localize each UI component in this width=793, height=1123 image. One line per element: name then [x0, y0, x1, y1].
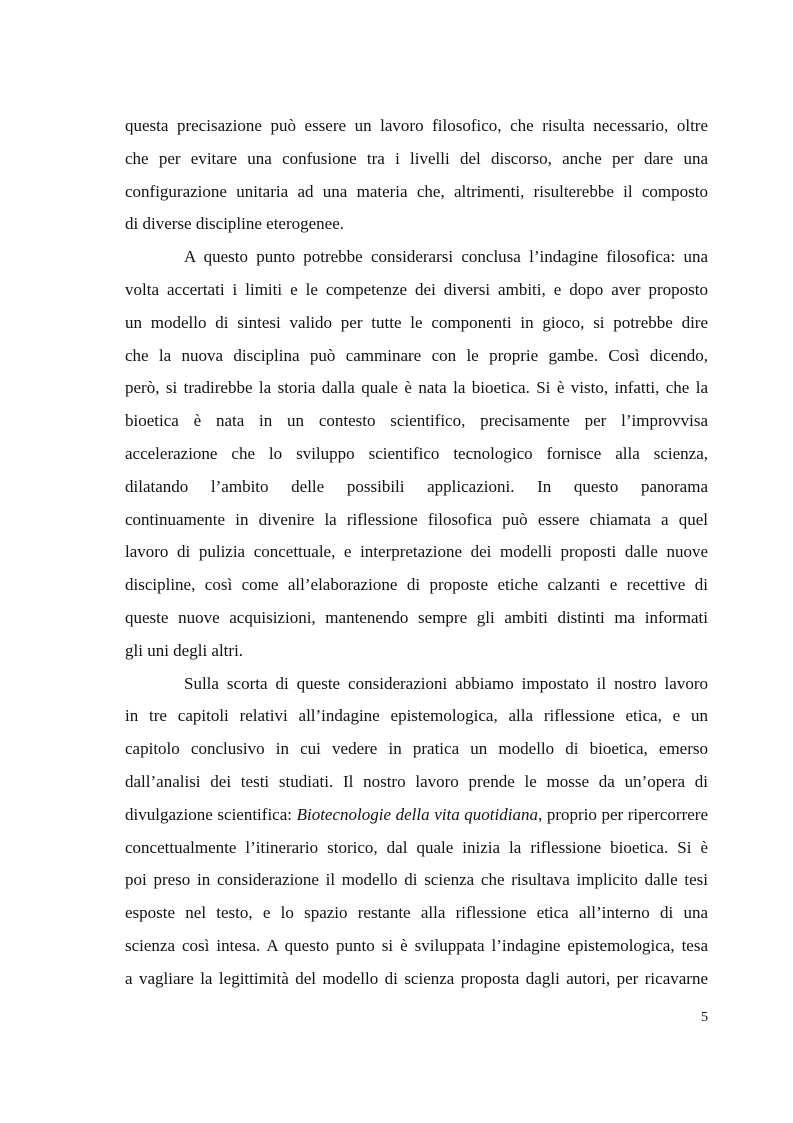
- text-line: queste nuove acquisizioni, mantenendo sempre gli ambiti distinti ma informati: [125, 607, 708, 627]
- body-text: [125, 110, 708, 996]
- paragraph-2: [125, 241, 708, 667]
- text-line: volta accertati i limiti e le competenze dei diversi ambiti, e dopo aver proposto: [125, 279, 708, 299]
- text-line: che la nuova disciplina può camminare con le proprie gambe. Così dicendo,: [125, 345, 708, 365]
- text-line: accelerazione che lo sviluppo scientifico tecnologico fornisce alla scienza,: [125, 443, 708, 463]
- text-segment: divulgazione scientifica:: [125, 804, 297, 824]
- text-line: Sulla scorta di queste considerazioni abbiamo impostato il nostro lavoro: [184, 673, 708, 693]
- paragraph-3: [125, 668, 708, 996]
- text-line: discipline, così come all’elaborazione di proposte etiche calzanti e recettive di: [125, 575, 708, 595]
- paragraph-1: [125, 110, 708, 241]
- page-number: 5: [701, 1010, 708, 1025]
- text-line: capitolo conclusivo in cui vedere in pratica un modello di bioetica, emerso: [125, 739, 708, 759]
- text-segment: , proprio per ripercorrere: [537, 804, 708, 824]
- text-line: un modello di sintesi valido per tutte le componenti in gioco, si potrebbe dire: [125, 312, 708, 332]
- text-line: concettualmente l’itinerario storico, dal quale inizia la riflessione bioetica. Si è: [125, 837, 708, 857]
- text-line: continuamente in divenire la riflessione filosofica può essere chiamata a quel: [125, 509, 708, 529]
- text-line: che per evitare una confusione tra i livelli del discorso, anche per dare una: [125, 148, 708, 168]
- text-line: dall’analisi dei testi studiati. Il nostro lavoro prende le mosse da un’opera di: [125, 771, 708, 791]
- text-line: a vagliare la legittimità del modello di scienza proposta dagli autori, per ricavarne: [125, 968, 708, 988]
- text-line: gli uni degli altri.: [125, 640, 244, 660]
- text-line-with-title: [125, 799, 708, 832]
- text-line: bioetica è nata in un contesto scientifico, precisamente per l’improvvisa: [125, 411, 708, 431]
- book-title: Biotecnologie della vita quotidiana: [296, 804, 538, 824]
- text-line: poi preso in considerazione il modello di scienza che risultava implicito dalle tesi: [125, 870, 708, 890]
- text-line: questa precisazione può essere un lavoro filosofico, che risulta necessario, oltre: [125, 116, 708, 135]
- text-line: scienza così intesa. A questo punto si è sviluppata l’indagine epistemologica, tesa: [125, 935, 708, 955]
- text-line: esposte nel testo, e lo spazio restante alla riflessione etica all’interno di una: [125, 903, 708, 923]
- text-line: A questo punto potrebbe considerarsi conclusa l’indagine filosofica: una: [184, 247, 708, 267]
- text-line: in tre capitoli relativi all’indagine epistemologica, alla riflessione etica, e un: [125, 706, 708, 726]
- text-line: di diverse discipline eterogenee.: [125, 214, 345, 234]
- text-line: però, si tradirebbe la storia dalla quale è nata la bioetica. Si è visto, infatti, che la: [125, 378, 708, 398]
- text-line: lavoro di pulizia concettuale, e interpretazione dei modelli proposti dalle nuove: [125, 542, 708, 562]
- text-line: configurazione unitaria ad una materia che, altrimenti, risulterebbe il composto: [125, 181, 708, 201]
- text-line: dilatando l’ambito delle possibili applicazioni. In questo panorama: [125, 476, 708, 496]
